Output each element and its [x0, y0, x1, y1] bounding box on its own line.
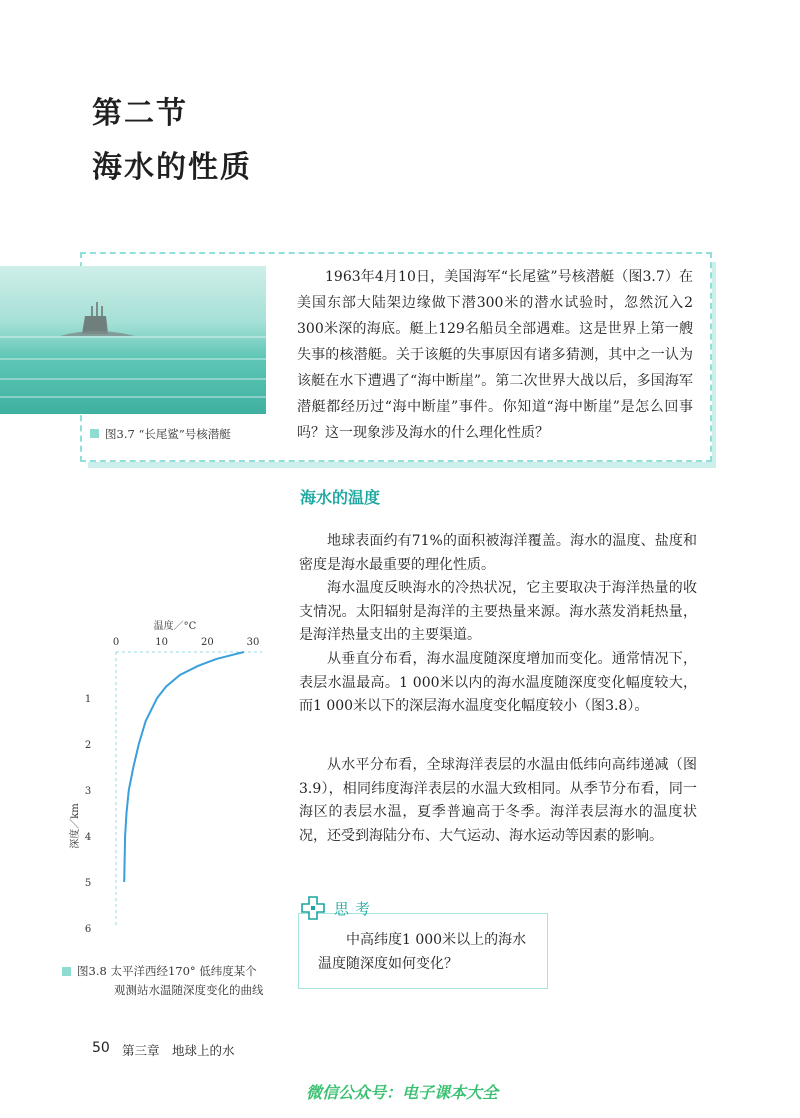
section-heading: 海水的温度 — [300, 488, 381, 507]
y-tick-label: 2 — [84, 740, 92, 751]
section-title: 海水的性质 — [92, 150, 252, 185]
think-cross-icon — [300, 895, 326, 921]
watermark-banner: 微信公众号：电子课本大全 — [306, 1083, 499, 1102]
y-tick-label: 5 — [84, 878, 92, 889]
temperature-curve — [124, 652, 244, 882]
section-label: 第二节 — [92, 96, 188, 131]
page-number: 50 — [92, 1040, 110, 1056]
temperature-depth-chart — [50, 616, 280, 936]
y-tick-label: 4 — [84, 832, 92, 843]
chapter-footer: 第三章 地球上的水 — [122, 1043, 235, 1058]
x-tick-label: 20 — [200, 637, 214, 648]
x-tick-label: 0 — [112, 637, 120, 648]
y-tick-label: 1 — [84, 694, 92, 705]
think-label: 思考 — [334, 900, 377, 918]
x-tick-label: 10 — [155, 637, 169, 648]
paragraph-4: 从水平分布看，全球海洋表层的水温由低纬向高纬递减（图3.9），相同纬度海洋表层的水温大致相同。从季节分布看，同一海区的表层水温，夏季普遍高于冬季。海洋表层海水的温度状况，还受到海陆分布、大气运动、海水运动等因素的影响。 — [299, 757, 697, 844]
x-tick-label: 30 — [246, 637, 260, 648]
figure-3-8-caption: 图3.8 太平洋西经170° 低纬度某个 观测站水温随深度变化的曲线 — [62, 962, 282, 1000]
submarine-photo — [0, 266, 266, 414]
y-tick-label: 6 — [84, 924, 92, 935]
paragraph-2: 海水温度反映海水的冷热状况，它主要取决于海洋热量的收支情况。太阳辐射是海洋的主要热量来源。海水蒸发消耗热量，是海洋热量支出的主要渠道。 — [299, 580, 697, 643]
paragraph-3: 从垂直分布看，海水温度随深度增加而变化。通常情况下，表层水温最高。1 000米以内的海水温度随深度变化幅度较大，而1 000米以下的深层海水温度变化幅度较小（图3.8）。 — [299, 651, 697, 714]
paragraph-1: 地球表面约有71%的面积被海洋覆盖。海水的温度、盐度和密度是海水最重要的理化性质。 — [299, 533, 697, 573]
think-question: 中高纬度1 000米以上的海水温度随深度如何变化？ — [318, 932, 527, 972]
x-axis-title: 温度／°C — [153, 621, 197, 632]
y-axis-title: 深度／km — [70, 803, 81, 849]
figure-3-7-caption: 图3.7 “长尾鲨”号核潜艇 — [90, 426, 231, 442]
submarine-icon — [0, 266, 266, 414]
intro-paragraph: 1963年4月10日，美国海军“长尾鲨”号核潜艇（图3.7）在美国东部大陆架边缘做下潜300米的潜水试验时，忽然沉入2 300米深的海底。艇上129名船员全部遇难。这是世界上第一艘失事的核潜艇。关于该艇的失事原因有诸多猜测，其中之一认为该艇在水下遭遇了“海中断崖”。第二次世界大战以后，多国海军潜艇都经历过“海中断崖”事件。你知道“海中断崖”是怎么回事吗？这一现象涉及海水的什么理化性质？ — [297, 269, 693, 441]
y-tick-label: 3 — [84, 786, 92, 797]
